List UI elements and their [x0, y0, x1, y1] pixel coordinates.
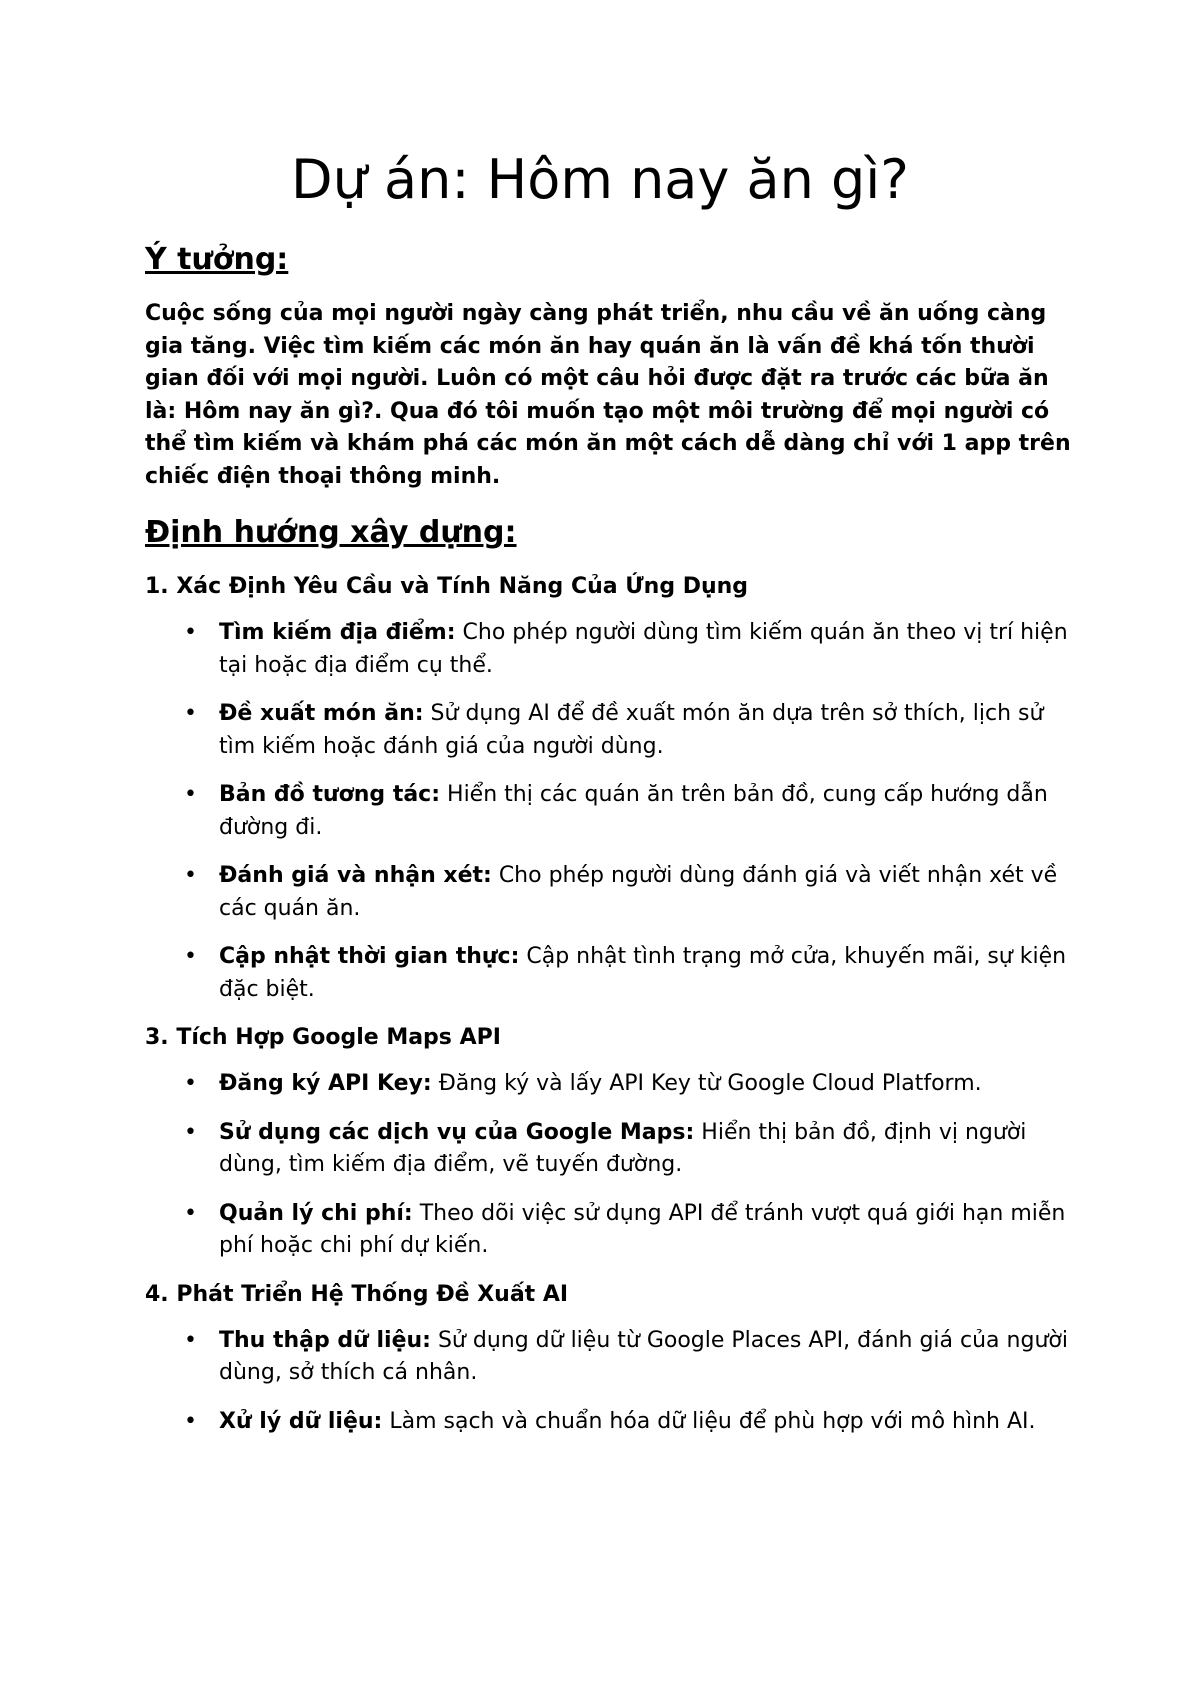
- item-text: Hiển thị các quán ăn trên bản đồ, cung cấp hướng dẫn đường đi.: [219, 782, 1048, 840]
- list-item: [145, 860, 1075, 925]
- bullet-list: [145, 1325, 1075, 1439]
- item-label: Đề xuất món ăn:: [219, 701, 424, 726]
- list-item: [145, 941, 1075, 1006]
- document-title: Dự án: Hôm nay ăn gì?: [291, 148, 909, 211]
- bullet-icon: •: [184, 1119, 197, 1145]
- list-item: [145, 617, 1075, 682]
- section-title: 1. Xác Định Yêu Cầu và Tính Năng Của Ứng Dụng: [145, 574, 749, 599]
- idea-paragraph: Cuộc sống của mọi người ngày càng phát triển, nhu cầu về ăn uống càng gia tăng. Việc tìm kiếm các món ăn hay quán ăn là vấn đề khá tốn thười gian đối với mọi người. Luôn có một câu hỏi được đặt ra trước các bữa ăn là: Hôm nay ăn gì?. Qua đó tôi muốn tạo một môi trường để mọi người có thể tìm kiếm và khám phá các món ăn một cách dễ dàng chỉ với 1 app trên chiếc điện thoại thông minh.: [145, 301, 1071, 489]
- item-label: Tìm kiếm địa điểm:: [219, 620, 456, 645]
- list-item: [145, 1068, 1075, 1101]
- item-text: Cập nhật tình trạng mở cửa, khuyến mãi, sự kiện đặc biệt.: [219, 944, 1067, 1002]
- item-text: Hiển thị bản đồ, định vị người dùng, tìm kiếm địa điểm, vẽ tuyến đường.: [219, 1119, 1027, 1177]
- item-label: Cập nhật thời gian thực:: [219, 944, 520, 969]
- bullet-icon: •: [184, 1327, 197, 1353]
- item-text: Cho phép người dùng đánh giá và viết nhận xét về các quán ăn.: [219, 863, 1058, 921]
- item-text: Làm sạch và chuẩn hóa dữ liệu để phù hợp với mô hình AI.: [382, 1408, 1036, 1434]
- list-item: [145, 1325, 1075, 1390]
- section-google-maps: [145, 1022, 1075, 1263]
- item-text: Theo dõi việc sử dụng API để tránh vượt quá giới hạn miễn phí hoặc chi phí dự kiến.: [219, 1200, 1066, 1258]
- document-content: [145, 140, 1075, 1454]
- bullet-icon: •: [184, 863, 197, 888]
- list-item: [145, 779, 1075, 844]
- bullet-icon: •: [184, 1408, 197, 1434]
- item-label: Bản đồ tương tác:: [219, 782, 441, 807]
- item-label: Thu thập dữ liệu:: [219, 1327, 431, 1353]
- list-item: [145, 1406, 1075, 1439]
- direction-heading: Định hướng xây dựng:: [145, 515, 517, 550]
- item-text: Cho phép người dùng tìm kiếm quán ăn theo vị trí hiện tại hoặc địa điểm cụ thể.: [219, 620, 1068, 678]
- section-requirements: [145, 571, 1075, 1006]
- item-label: Quản lý chi phí:: [219, 1200, 413, 1226]
- item-text: Đăng ký và lấy API Key từ Google Cloud Platform.: [431, 1071, 982, 1096]
- bullet-icon: •: [184, 1071, 197, 1096]
- item-text: Sử dụng dữ liệu từ Google Places API, đánh giá của người dùng, sở thích cá nhân.: [219, 1327, 1068, 1385]
- bullet-list: [145, 1068, 1075, 1263]
- section-title: 3. Tích Hợp Google Maps API: [145, 1025, 501, 1050]
- bullet-icon: •: [184, 701, 197, 726]
- idea-heading: Ý tưởng:: [145, 242, 289, 277]
- list-item: [145, 1198, 1075, 1263]
- section-ai-recommendation: [145, 1279, 1075, 1439]
- bullet-icon: •: [184, 1200, 197, 1226]
- item-text: Sử dụng AI để đề xuất món ăn dựa trên sở thích, lịch sử tìm kiếm hoặc đánh giá của người dùng.: [219, 701, 1044, 759]
- bullet-list: [145, 617, 1075, 1006]
- item-label: Đăng ký API Key:: [219, 1071, 432, 1096]
- section-title: 4. Phát Triển Hệ Thống Đề Xuất AI: [145, 1281, 569, 1307]
- list-item: [145, 698, 1075, 763]
- bullet-icon: •: [184, 620, 197, 645]
- item-label: Đánh giá và nhận xét:: [219, 863, 492, 888]
- list-item: [145, 1117, 1075, 1182]
- bullet-icon: •: [184, 782, 197, 807]
- item-label: Sử dụng các dịch vụ của Google Maps:: [219, 1119, 695, 1145]
- item-label: Xử lý dữ liệu:: [219, 1408, 383, 1434]
- bullet-icon: •: [184, 944, 197, 969]
